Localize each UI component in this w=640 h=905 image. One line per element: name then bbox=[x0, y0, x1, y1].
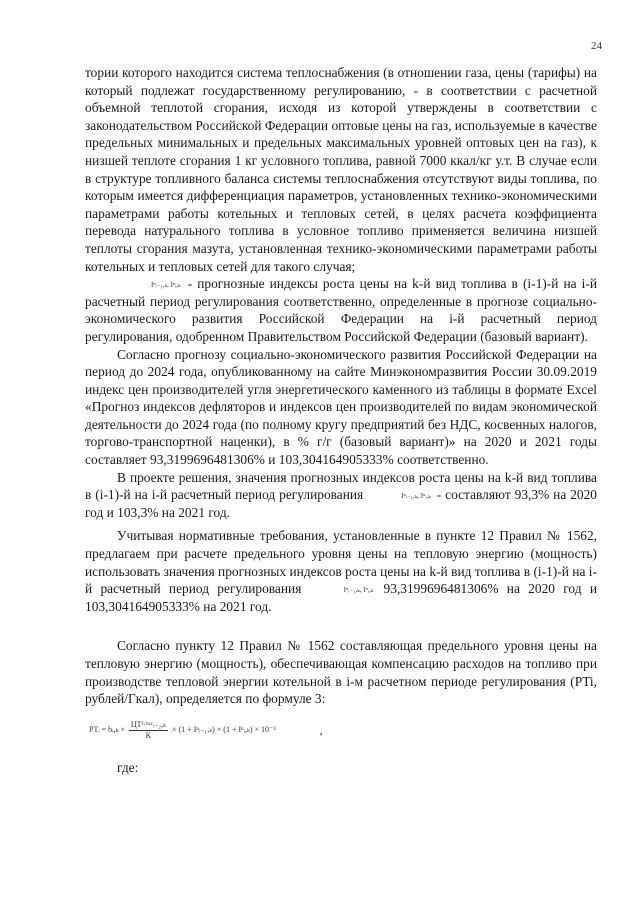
paragraph-proposal-text-b: 93,3199696481306% на 2020 год и 103,304164905333% на 2021 год. bbox=[85, 581, 597, 614]
index-symbol: Iⁿᵢ₋₁,ₖ, Iⁿᵢ,ₖ bbox=[401, 492, 431, 501]
document-body bbox=[85, 64, 597, 776]
formula-denominator: K bbox=[145, 730, 152, 740]
paragraph-fuel-heat-value: тории которого находится система теплоснабжения (в отношении газа, цены (тарифы) на который подлежат государственному регулированию, - в соответствии с расчетной объемной теплотой сгорания, исходя из которой утверждены в соответствии с законодательством Российской Федерации оптовые цены на газ, используемые в качестве предельных минимальных и предельных максимальных уровней оптовых цен на газ), к низшей теплоте сгорания 1 кг условного топлива, равной 7000 ккал/кг у.т. В случае если в структуре топливного баланса системы теплоснабжения отсутствуют виды топлива, по которым имеется дифференциация параметров, установленных технико-экономическими параметрами работы котельных и тепловых сетей, в целях расчета коэффициента перевода натурального топлива в условное топливо применяется величина низшей теплоты сгорания мазута, установленная технико-экономическими параметрами работы котельных и тепловых сетей для такого случая; bbox=[85, 65, 597, 274]
paragraph-index-definition-text: - прогнозные индексы роста цены на k-й вид топлива в (i-1)-й на i-й расчетный период регулирования соответственно, определенные в прогнозе социально-экономического развития Российской Федерации на i-й расчетный период регулирования, одобренном Правительством Российской Федерации (базовый вариант). bbox=[85, 276, 597, 344]
paragraph-draft-decision-text-a: В проекте решения, значения прогнозных индексов роста цены на k-й вид топлива в (i-1)-й на i-й расчетный период регулирования bbox=[85, 469, 597, 503]
formula-lhs: PTᵢ = bᵢ,ₖ × bbox=[89, 725, 125, 735]
index-symbol: Iⁿᵢ₋₁,ₖ, Iⁿᵢ,ₖ bbox=[343, 586, 374, 595]
paragraph-draft-decision-text-b: - составляют 93,3% на 2020 год и 103,3% на 2021 год. bbox=[85, 487, 598, 520]
paragraph-where: где: bbox=[117, 759, 139, 775]
paragraph-proposal bbox=[85, 527, 597, 615]
formula-numerator: ЦТᶠ·ᵇᵃᶻᵢ₋₂,ₖ bbox=[130, 719, 166, 729]
page-number: 24 bbox=[591, 40, 602, 52]
formula-rhs: × (1 + Iⁿᵢ₋₁,ₖ) × (1 + Iⁿᵢ,ₖ) × 10⁻³ bbox=[172, 725, 276, 735]
index-symbol: Iⁿᵢ₋₁,ₖ, Iⁿᵢ,ₖ bbox=[151, 281, 181, 290]
formula-fraction bbox=[129, 720, 168, 741]
paragraph-index-definition bbox=[85, 275, 597, 345]
paragraph-forecast: Согласно прогнозу социально-экономического развития Российской Федерации на период до 2024 года, опубликованному на сайте Минэкономразвития России 30.09.2019 индекс цен производителей угля энергетического каменного из таблицы в формате Excel «Прогноз индексов дефляторов и индексов цен производителей по видам экономической деятельности до 2024 года (по полному кругу предприятий без НДС, косвенных налогов, торгово-транспортной наценки), в % г/г (базовый вариант)» на 2020 и 2021 годы составляет 93,3199696481306% и 103,304164905333% соответственно. bbox=[85, 346, 597, 468]
spacer bbox=[85, 615, 597, 637]
formula-trailing-comma: , bbox=[319, 723, 323, 738]
formula-3 bbox=[89, 720, 597, 741]
paragraph-draft-decision bbox=[85, 469, 597, 522]
paragraph-formula-intro: Согласно пункту 12 Правил № 1562 составляющая предельного уровня цены на тепловую энергию (мощность), обеспечивающая компенсацию расходов на топливо при производстве тепловой энергии котельной в i-м расчетном периоде регулирования (PTi, рублей/Гкал), определяется по формуле 3: bbox=[85, 638, 597, 707]
paragraph-proposal-text-a: Учитывая нормативные требования, установленные в пункте 12 Правил № 1562, предлагаем при расчете предельного уровня цены на тепловую энергию (мощность) использовать значения прогнозных индексов роста цены на k-й вид топлива в (i-1)-й на i-й расчетный период регулирования bbox=[85, 528, 597, 597]
